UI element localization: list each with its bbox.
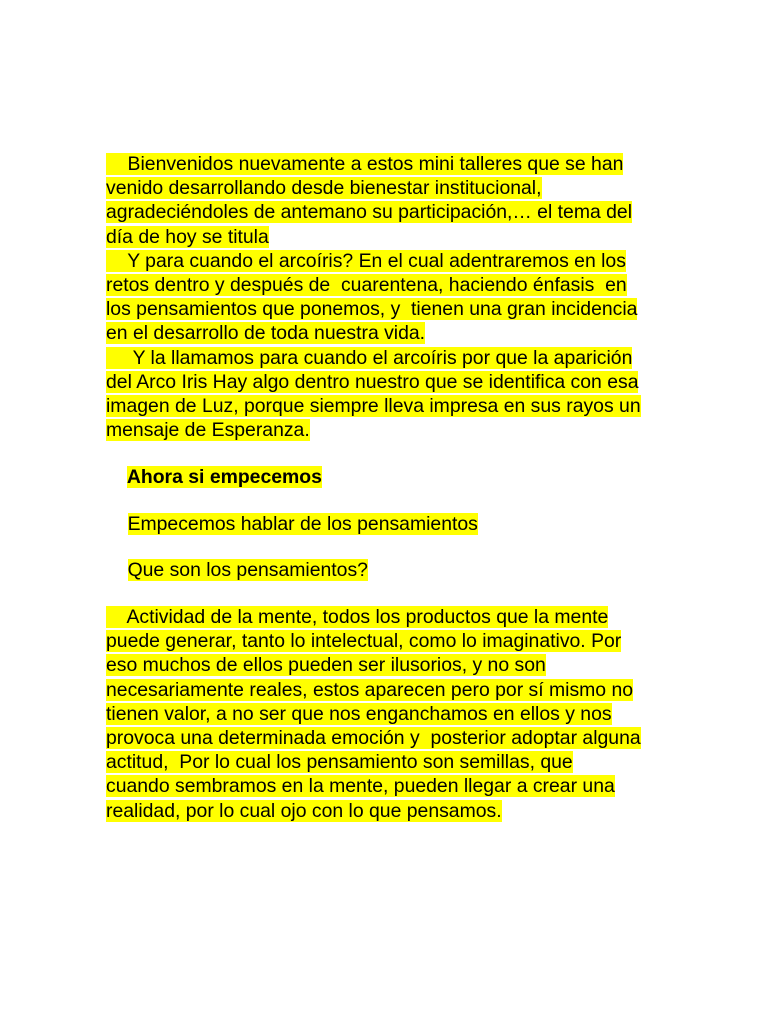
text-line: actitud, Por lo cual los pensamiento son semillas, que [106, 751, 573, 774]
text-line: los pensamientos que ponemos, y tienen una gran incidencia [106, 298, 638, 321]
text-line: Y la llamamos para cuando el arcoíris por que la aparición [106, 346, 633, 369]
spacer [106, 442, 666, 465]
spacer [106, 489, 666, 512]
text-line: retos dentro y después de cuarentena, haciendo énfasis en [106, 274, 627, 297]
text-line: provoca una determinada emoción y posterior adoptar alguna [106, 727, 641, 750]
text-line: día de hoy se titula [106, 225, 269, 248]
paragraph-hablar [106, 512, 666, 536]
text-line: imagen de Luz, porque siempre lleva impresa en sus rayos un [106, 395, 641, 418]
text-line: venido desarrollando desde bienestar institucional, [106, 177, 542, 200]
document-page [106, 152, 666, 823]
heading-empecemos [106, 465, 666, 489]
text-line: tienen valor, a no ser que nos enganchamos en ellos y nos [106, 702, 612, 725]
paragraph-actividad [106, 605, 666, 823]
text-line: Y para cuando el arcoíris? En el cual adentraremos en los [106, 249, 626, 272]
text-line: necesariamente reales, estos aparecen pero por sí mismo no [106, 678, 634, 701]
paragraph-esperanza [106, 346, 666, 443]
text-line: Empecemos hablar de los pensamientos [127, 512, 478, 535]
text-line: en el desarrollo de toda nuestra vida. [106, 322, 426, 345]
text-line: cuando sembramos en la mente, pueden llegar a crear una [106, 775, 615, 798]
text-line: eso muchos de ellos pueden ser ilusorios, y no son [106, 654, 546, 677]
paragraph-arcoiris [106, 249, 666, 346]
paragraph-welcome [106, 152, 666, 249]
text-line: Bienvenidos nuevamente a estos mini talleres que se han [106, 153, 624, 175]
spacer [106, 583, 666, 606]
section-heading: Ahora si empecemos [126, 465, 322, 488]
text-line: Actividad de la mente, todos los productos que la mente [106, 606, 609, 629]
text-line: puede generar, tanto lo intelectual, como lo imaginativo. Por [106, 630, 622, 653]
text-line: mensaje de Esperanza. [106, 419, 310, 442]
text-line: del Arco Iris Hay algo dentro nuestro que se identifica con esa [106, 370, 639, 393]
text-line: realidad, por lo cual ojo con lo que pensamos. [106, 799, 502, 822]
text-line: agradeciéndoles de antemano su participación,… el tema del [106, 201, 633, 224]
paragraph-question [106, 558, 666, 582]
spacer [106, 536, 666, 559]
question-line: Que son los pensamientos? [127, 559, 368, 582]
